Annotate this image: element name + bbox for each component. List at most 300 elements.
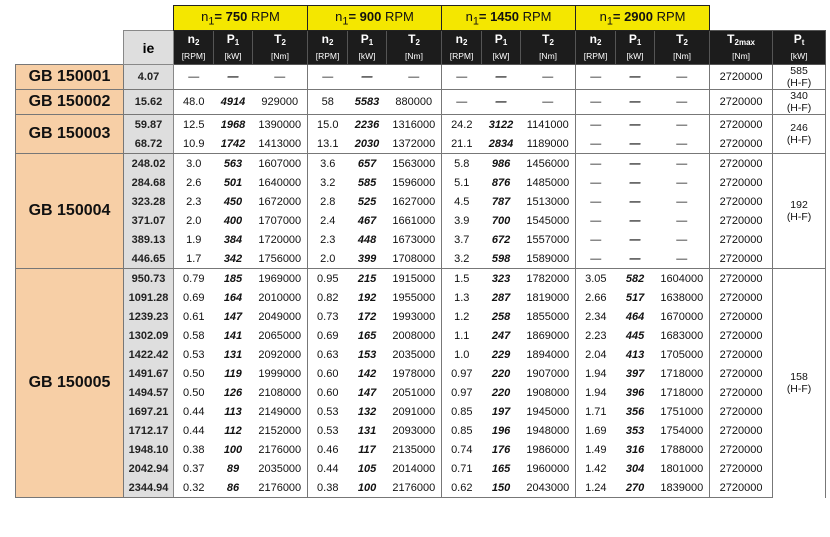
t2-value: 2092000 [258,348,302,361]
p1-value: 986 [482,154,521,174]
t2max-value: 2720000 [710,345,773,364]
model-name: GB 150002 [16,90,124,115]
n2-value: 10.9 [174,134,214,154]
ie-value: 323.28 [124,192,174,211]
n2-value: 2.3 [308,230,348,249]
table-row [16,173,826,192]
n2-value: 0.85 [442,421,482,440]
n2-value: 0.85 [442,402,482,421]
ie-value: 59.87 [124,115,174,135]
p1-value: — [629,214,641,227]
t2-value: — [655,154,710,174]
t2-value: 1756000 [253,249,308,269]
table-row [16,192,826,211]
p1-value: 142 [357,367,377,380]
header-symbol: T [408,32,416,46]
pt-number: 158 [790,371,808,384]
n2-value: 0.37 [174,459,214,478]
t2-value: 1855000 [526,310,570,323]
p1-value: 563 [214,154,253,174]
t2-value: 2149000 [258,405,302,418]
n2-value: 2.8 [308,192,348,211]
speed-unit: RPM [250,8,280,24]
p1-value: 196 [491,424,511,437]
n2-value: 0.71 [442,459,482,478]
t2max-value: 2720000 [710,269,773,289]
p1-value: 304 [625,462,645,475]
t2-header [521,31,576,65]
p1-value: 787 [491,195,511,208]
table-row [16,383,826,402]
t2-value: 2014000 [392,462,436,475]
n2-header [308,31,348,65]
t2-value: 1969000 [253,269,308,289]
speed-header [308,6,442,31]
n2-value: — [576,90,616,115]
p1-value: 400 [223,214,243,227]
p1-value: — [616,90,655,115]
speed-eq: = [478,8,487,24]
header-sub: 2 [462,38,468,47]
n2-value: 0.44 [174,421,214,440]
t2-value: 2065000 [258,329,302,342]
n2-value: — [576,134,616,154]
t2-value: 1627000 [392,195,436,208]
p1-value: 164 [223,291,243,304]
n2-value: 0.46 [308,440,348,459]
n2-header [442,31,482,65]
n2-value: 0.60 [308,383,348,402]
pt-number: 246 [790,122,808,134]
p1-value: 215 [348,269,387,289]
n2-value: — [442,65,482,90]
ie-value: 2344.94 [124,478,174,498]
table-row [16,364,826,383]
t2-value: 1907000 [526,367,570,380]
t2max-value: 2720000 [710,440,773,459]
speed-sub: 1 [606,15,613,28]
t2max-value: 2720000 [710,134,773,154]
header-sub: 1 [368,38,374,47]
p1-header [348,31,387,65]
n2-value: — [576,230,616,249]
pt-value [773,269,826,498]
t2max-value: 2720000 [710,364,773,383]
p1-value: — [482,65,521,90]
speed-prefix: n [335,8,343,24]
n2-value: — [576,154,616,174]
p1-value: — [629,233,641,246]
ie-value: 68.72 [124,134,174,154]
speed-value: 2900 [624,8,653,24]
n2-value: 5.1 [442,173,482,192]
ie-value: 1948.10 [124,440,174,459]
t2-value: 1788000 [660,443,704,456]
p1-value: 165 [491,462,511,475]
t2-value: 1557000 [526,233,570,246]
model-name: GB 150001 [16,65,124,90]
t2-value: 2091000 [392,405,436,418]
t2-value: 1673000 [392,233,436,246]
p1-value: 396 [625,386,645,399]
pt-note: (H-F) [786,383,812,396]
n2-value: 13.1 [308,134,348,154]
n2-value: 3.9 [442,211,482,230]
t2-value: 1563000 [387,154,442,174]
t2-value: 1869000 [526,329,570,342]
header-unit: [Nm] [732,51,751,61]
t2-value: 2043000 [521,478,576,498]
t2-value: 1485000 [526,176,570,189]
t2-value: 1189000 [521,134,576,154]
p1-value: 582 [616,269,655,289]
n2-value: 2.0 [174,211,214,230]
model-name: GB 150003 [16,115,124,154]
table-row [16,154,826,174]
t2-value: 2008000 [392,329,436,342]
model-name: GB 150004 [16,154,124,269]
ie-value: 950.73 [124,269,174,289]
header-unit: [kW] [224,51,242,61]
p1-value: 220 [491,386,511,399]
pt-value [773,154,826,269]
speed-prefix: n [599,8,607,24]
n2-value: 1.42 [576,459,616,478]
p1-value: 105 [357,462,377,475]
t2-value: 880000 [387,90,442,115]
p1-value: 141 [223,329,243,342]
t2max-value: 2720000 [710,383,773,402]
n2-value: — [442,90,482,115]
p1-value: 501 [223,176,243,189]
t2-value: 1707000 [258,214,302,227]
p1-value: 229 [491,348,511,361]
p1-value: 132 [357,405,377,418]
t2-value: 1456000 [521,154,576,174]
table-body [16,65,826,498]
n2-value: 0.38 [308,478,348,498]
t2-value: 1604000 [655,269,710,289]
header-sub: 2 [328,38,334,47]
n2-value: 2.0 [308,249,348,269]
header-sub: 2 [415,38,420,47]
t2-value: 1993000 [392,310,436,323]
n2-value: 3.6 [308,154,348,174]
p1-value: 117 [358,443,376,456]
n2-value: 48.0 [174,90,214,115]
ie-value: 371.07 [124,211,174,230]
n2-value: 2.4 [308,211,348,230]
t2max-value: 2720000 [710,326,773,345]
t2-value: 1718000 [660,367,704,380]
n2-value: 2.04 [576,345,616,364]
n2-value: 5.8 [442,154,482,174]
table-row [16,307,826,326]
n2-value: 1.2 [442,307,482,326]
ie-value: 1302.09 [124,326,174,345]
n2-value: — [576,192,616,211]
p1-value: — [629,176,641,189]
n2-value: 3.05 [576,269,616,289]
p1-value: 316 [625,443,645,456]
n2-value: 0.58 [174,326,214,345]
p1-value: 131 [357,424,377,437]
t2max-value: 2720000 [710,211,773,230]
n2-value: 0.73 [308,307,348,326]
header-unit: [RPM] [583,51,608,61]
speed-unit: RPM [522,8,552,24]
p1-value: 1968 [214,115,253,135]
n2-value: 0.95 [308,269,348,289]
t2-value: 2010000 [258,291,302,304]
ie-header: ie [124,31,174,65]
p1-value: 464 [625,310,645,323]
n2-value: 1.49 [576,440,616,459]
n2-value: 0.44 [174,402,214,421]
p1-value: 672 [491,233,511,246]
t2-value: 1801000 [660,462,704,475]
n2-value: — [576,249,616,269]
header-sub: 2 [596,38,602,47]
header-unit: [Nm] [673,51,692,61]
p1-header [214,31,253,65]
header-unit: [RPM] [449,51,474,61]
ie-value: 1697.21 [124,402,174,421]
p1-value: — [482,90,521,115]
n2-value: 1.5 [442,269,482,289]
t2-value: 1141000 [521,115,576,135]
n2-value: 3.2 [308,173,348,192]
header-unit: [kW] [492,51,510,61]
ie-value: 284.68 [124,173,174,192]
n2-value: 0.69 [308,326,348,345]
t2-value: 1948000 [526,424,570,437]
ie-value: 1091.28 [124,288,174,307]
n2-value: 0.50 [174,383,214,402]
n2-value: 0.60 [308,364,348,383]
n2-value: 0.62 [442,478,482,498]
t2max-value: 2720000 [710,173,773,192]
p1-header [482,31,521,65]
speed-eq: = [214,8,223,24]
header-unit: [Nm] [539,51,558,61]
t2-value: 1683000 [660,329,704,342]
p1-value: 342 [214,249,253,269]
n2-value: 1.24 [576,478,616,498]
t2-value: 1390000 [253,115,308,135]
speed-sub: 1 [208,15,215,28]
n2-value: 1.71 [576,402,616,421]
p1-value: 197 [491,405,511,418]
table-row [16,288,826,307]
n2-value: 58 [308,90,348,115]
ie-value: 1239.23 [124,307,174,326]
t2-value: 1413000 [253,134,308,154]
p1-value: 450 [223,195,243,208]
ie-value: 1494.57 [124,383,174,402]
n2-value: 2.23 [576,326,616,345]
t2-value: 929000 [253,90,308,115]
header-symbol: T [542,32,550,46]
n2-value: — [308,65,348,90]
p1-value: 165 [357,329,377,342]
pt-note: (H-F) [786,102,812,114]
header-sub: 2 [194,38,200,47]
p1-value: 1742 [214,134,253,154]
t2-value: — [387,65,442,90]
header-symbol: P [793,32,802,46]
header-symbol: n [321,32,329,46]
ie-value: 446.65 [124,249,174,269]
n2-value: 3.2 [442,249,482,269]
t2max-value: 2720000 [710,478,773,498]
t2-value: 2176000 [258,443,302,456]
n2-value: 12.5 [174,115,214,135]
header-unit: [Nm] [271,51,289,61]
corner-blank [124,6,174,31]
pt-value [773,90,826,115]
header-symbol: n [589,32,597,46]
t2-value: 1819000 [526,291,570,304]
p1-header [616,31,655,65]
speed-eq: = [348,8,357,24]
n2-value: 0.53 [174,345,214,364]
n2-value: — [576,173,616,192]
table-row [16,249,826,269]
p1-value: 258 [491,310,511,323]
t2max-value: 2720000 [710,459,773,478]
header-symbol: P [226,32,235,46]
t2max-value: 2720000 [710,115,773,135]
p1-value: 131 [223,348,243,361]
t2max-value: 2720000 [710,230,773,249]
n2-value: 0.50 [174,364,214,383]
n2-value: — [576,211,616,230]
p1-value: — [616,115,655,135]
t2max-value: 2720000 [710,249,773,269]
p1-value: 220 [491,367,511,380]
p1-value: 353 [625,424,645,437]
pt-value [773,115,826,154]
table-row [16,421,826,440]
pt-value [773,65,826,90]
table-row [16,65,826,90]
header-symbol: P [360,32,369,46]
p1-value: — [214,65,253,90]
header-sub: 2 [281,38,286,47]
t2-value: — [655,134,710,154]
speed-value: 1450 [490,8,519,24]
p1-value: 397 [625,367,645,380]
n2-value: 0.32 [174,478,214,498]
n2-value: 0.97 [442,364,482,383]
gearbox-spec-table [15,5,826,498]
t2-value: 2108000 [258,386,302,399]
t2-value: 1372000 [387,134,442,154]
n2-value: 2.34 [576,307,616,326]
t2-value: 2035000 [392,348,436,361]
t2-value: 1638000 [660,291,704,304]
n2-value: 0.61 [174,307,214,326]
table-row [16,402,826,421]
t2-value: 1545000 [526,214,570,227]
n2-value: 2.66 [576,288,616,307]
pt-number: 340 [790,90,808,102]
n2-value: 4.5 [442,192,482,211]
t2-value: 1672000 [258,195,302,208]
ie-value: 1712.17 [124,421,174,440]
ie-value: 1491.67 [124,364,174,383]
corner-blank [773,6,826,31]
p1-value: 126 [223,386,243,399]
pt-note: (H-F) [786,211,812,223]
table-row [16,326,826,345]
n2-value: 1.94 [576,383,616,402]
header-unit: [kW] [626,51,644,61]
t2-value: 2152000 [258,424,302,437]
t2-value: 1718000 [660,386,704,399]
n2-value: — [174,65,214,90]
t2-value: 1782000 [521,269,576,289]
t2-value: 1596000 [392,176,436,189]
n2-value: 2.3 [174,192,214,211]
n2-header [174,31,214,65]
t2-value: 1589000 [521,249,576,269]
speed-value: 900 [359,8,382,24]
pt-note: (H-F) [786,134,812,146]
t2-value: 1754000 [660,424,704,437]
t2-value: 1661000 [392,214,436,227]
p1-value: 2030 [348,134,387,154]
header-sub: 2max [734,38,755,47]
p1-value: 89 [226,462,240,475]
speed-value: 750 [225,8,248,24]
p1-value: 100 [348,478,387,498]
p1-value: 185 [214,269,253,289]
p1-value: — [616,134,655,154]
t2max-value: 2720000 [710,192,773,211]
n2-value: 21.1 [442,134,482,154]
n2-value: 0.53 [308,402,348,421]
t2-value: 2093000 [392,424,436,437]
p1-value: 413 [625,348,645,361]
p1-value: 323 [482,269,521,289]
header-unit: [kW] [790,51,808,61]
pt-number: 192 [790,199,808,211]
speed-header [576,6,710,31]
header-symbol: n [455,32,463,46]
speed-prefix: n [465,8,473,24]
p1-value: 657 [348,154,387,174]
t2max-value: 2720000 [710,288,773,307]
p1-value: 525 [357,195,377,208]
model-name: GB 150005 [16,269,124,498]
table-row [16,269,826,289]
t2-value: — [655,249,710,269]
table-row [16,115,826,135]
p1-value: 150 [482,478,521,498]
n2-value: 0.74 [442,440,482,459]
table-row [16,230,826,249]
speed-sub: 1 [472,15,479,28]
header-sub: 1 [234,38,240,47]
p1-value: 247 [491,329,511,342]
n2-header [576,31,616,65]
table-row [16,211,826,230]
t2-value: — [676,176,688,189]
header-unit: [RPM] [181,51,206,61]
t2max-value: 2720000 [710,154,773,174]
